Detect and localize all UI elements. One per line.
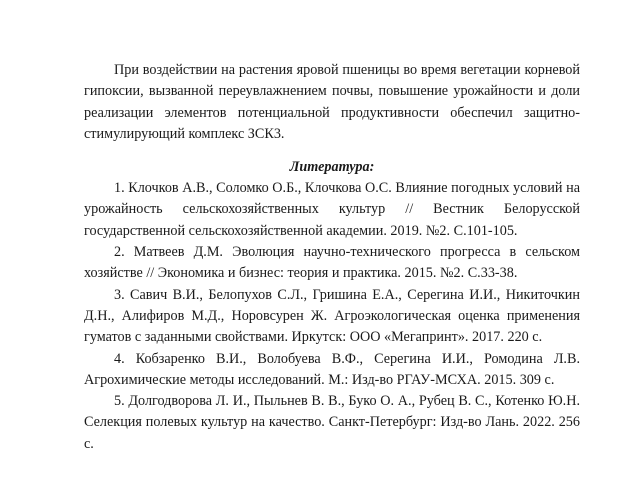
reference-item: 4. Кобзаренко В.И., Волобуева В.Ф., Серегина И.И., Ромодина Л.В. Агрохимические методы исследований. М.: Изд-во РГАУ-МСХА. 2015. 309 с.	[84, 350, 580, 388]
reference-item: 1. Клочков А.В., Соломко О.Б., Клочкова О.С. Влияние погодных условий на урожайность сельскохозяйственных культур // Вестник Белорусской государственной сельскохозяйственной академии. 2019. №2. С.101-105.	[84, 180, 580, 239]
body-paragraph: При воздействии на растения яровой пшеницы во время вегетации корневой гипоксии, вызванной переувлажнением почвы, повышение урожайности и доли реализации элементов потенциальной продуктивности обеспечил защитно-стимулирующий комплекс ЗСК3.	[84, 62, 580, 142]
reference-item: 3. Савич В.И., Белопухов С.Л., Гришина Е.А., Серегина И.И., Никиточкин Д.Н., Алифиров М.Д., Норовсурен Ж. Агроэкологическая оценка применения гуматов с заданными свойствами. Иркутск: ООО «Мегапринт». 2017. 220 с.	[84, 286, 580, 346]
references-heading: Литература:	[289, 159, 375, 176]
document-page	[84, 60, 580, 455]
reference-item: 5. Долгодворова Л. И., Пыльнев В. В., Буко О. А., Рубец В. С., Котенко Ю.Н. Селекция полевых культур на качество. Санкт-Петербург: Изд-во Лань. 2022. 256 с.	[84, 393, 580, 452]
references-list	[84, 178, 580, 455]
reference-item: 2. Матвеев Д.М. Эволюция научно-технического прогресса в сельском хозяйстве // Экономика и бизнес: теория и практика. 2015. №2. С.33-38.	[84, 244, 580, 282]
